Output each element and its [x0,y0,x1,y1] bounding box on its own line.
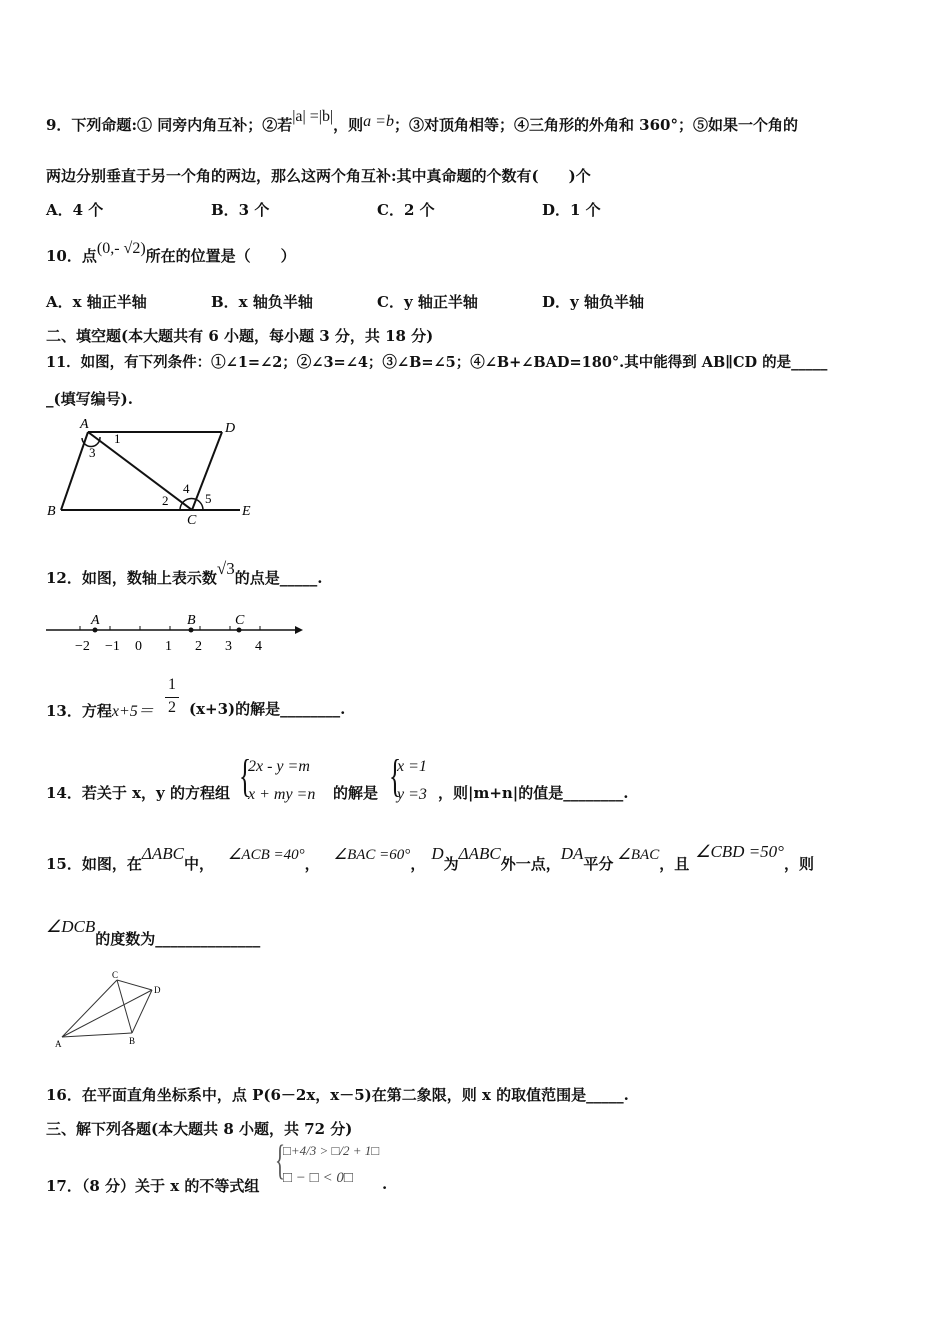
q10-option-a: A．x 轴正半轴 [46,293,147,311]
q15-line2 [46,917,261,949]
q9-abs-expression: |a| =|b| [292,108,334,125]
q11-angle-4: 4 [183,481,190,496]
q12-tick-label: 1 [165,639,172,654]
q13-lhs: x+5＝ [111,703,154,720]
q15-label-b: B [129,1036,136,1046]
q12-tick-label: 2 [195,639,202,654]
q15-line2-text: 的度数为______________ [95,930,261,948]
q9-option-d: D．1 个 [542,201,601,219]
q11-label-b: B [47,504,56,519]
q14-sol1: x =1 [397,758,427,775]
q15-m4: D [431,844,444,863]
q15-t3: ， [304,855,320,873]
q14-mid: 的解是 [333,784,379,802]
q15-m6: DA [560,844,584,863]
q17-prefix: 17．（8 分）关于 x 的不等式组 [46,1177,260,1195]
q15-t7: 平分 [583,855,614,873]
q11-label-d: D [225,421,236,436]
q15-segment-ac [62,980,117,1037]
q13-line [46,698,154,721]
q15-segment-cd [117,980,152,990]
q14-eq1: 2x - y =m [248,758,310,775]
q14-eq2: x + my =n [248,786,316,803]
q11-label-e: E [242,504,251,519]
q14-sol2: y =3 [397,786,427,803]
q15-m3: ∠BAC =60° [333,847,411,863]
q11-line1: 11．如图，有下列条件：①∠1=∠2；②∠3=∠4；③∠B=∠5；④∠B+∠BAD=180°.其中能得到 AB∥CD 的是_____ [46,354,828,371]
q12-number-line [46,607,316,657]
q11-label-c: C [187,513,197,528]
q12-point-a [93,628,98,633]
q12-tick-label: −1 [105,639,120,654]
q15-m8: ∠CBD =50° [695,842,784,861]
q15-t5: 为 [443,855,459,873]
q10-option-d: D．y 轴负半轴 [542,293,644,311]
q12-radical: √3 [216,559,235,578]
q10-line [46,240,296,266]
q10-prefix: 10．点 [46,247,97,265]
q11-angle-2: 2 [162,493,169,508]
q12-point-c [237,628,242,633]
q10-point: (0,- √2) [96,240,146,257]
q9-eq-expression: a =b [363,113,394,130]
q11-angle-5: 5 [205,491,212,506]
q12-tick-label: 0 [135,639,142,654]
q12-suffix: 的点是_____. [234,569,323,587]
q9-option-c: C．2 个 [377,201,435,219]
q15-segment-bd [132,990,152,1033]
q12-tick-label: −2 [75,639,90,654]
q15-quadrilateral-figure [52,970,182,1050]
section2-heading: 二、填空题(本大题共有 6 小题，每小题 3 分，共 18 分) [46,327,434,345]
q15-m1: ΔABC [141,844,184,863]
q15-segment-ab [62,1033,132,1037]
q9-text-2: ；③对顶角相等；④三角形的外角和 360°；⑤如果一个角的 [393,116,798,134]
q11-diagonal-ac [88,432,192,510]
q12-axis-arrow [295,626,303,634]
q15-t6: 外一点， [500,855,561,873]
q13-rhs: (x+3)的解是________. [189,700,346,718]
q15-angle-dcb: ∠DCB [46,917,96,936]
q15-label-c: C [112,970,119,980]
q14-brace-2: { [388,750,402,801]
q15-t8: ，且 [659,855,690,873]
q15-t4: ， [410,855,426,873]
q15-t9: ，则 [783,855,814,873]
q17-brace: { [275,1138,286,1184]
q11-angle-1: 1 [114,431,121,446]
q11-label-a: A [80,417,89,432]
q12-point-label-c: C [235,613,245,628]
q12-point-b [189,628,194,633]
q10-option-b: B．x 轴负半轴 [211,293,313,311]
q13-fraction-bar [165,697,179,698]
q9-line1 [46,108,798,135]
q12-prefix: 12．如图，数轴上表示数 [46,569,217,587]
q12-tick-label: 3 [225,639,232,654]
q12-line [46,559,323,588]
q13-prefix: 13．方程 [46,702,112,720]
q9-text-1: 9．下列命题:① 同旁内角互补；②若 [46,116,293,134]
q10-suffix: 所在的位置是（ ） [145,247,296,265]
q12-tick-label: 4 [255,639,262,654]
q15-t2: 中， [183,855,214,873]
q13-fraction-numerator: 1 [168,676,176,693]
q15-segment-ad [62,990,152,1037]
q9-line2: 两边分别垂直于另一个角的两边，那么这两个角互补:其中真命题的个数有( )个 [46,167,591,185]
q9-option-b: B．3 个 [211,201,270,219]
q15-line1 [46,842,814,874]
section3-heading: 三、解下列各题(本大题共 8 小题，共 72 分) [46,1120,353,1138]
q15-m2: ∠ACB =40° [227,847,305,863]
q14-prefix: 14．若关于 x，y 的方程组 [46,784,230,802]
q11-line2: _(填写编号). [46,390,133,408]
q13-fraction-denominator: 2 [168,699,176,716]
q9-text-then: ，则 [333,116,364,134]
q17-row2: □ − □ < 0□ [283,1170,353,1186]
q15-m5: ΔABC [458,844,501,863]
q15-label-d: D [154,985,161,995]
q9-option-a: A．4 个 [46,201,104,219]
q15-t1: 15．如图，在 [46,855,142,873]
q14-brace-1: { [238,750,252,801]
q12-point-label-b: B [187,613,196,628]
q12-point-label-a: A [91,613,100,628]
q17-row1: □+4/3 > □/2 + 1□ [283,1143,380,1158]
q17-suffix: . [382,1175,388,1193]
q15-label-a: A [55,1039,62,1049]
q15-segment-cb [117,980,132,1033]
q10-option-c: C．y 轴正半轴 [377,293,478,311]
q14-suffix: ，则|m+n|的值是________. [438,784,629,802]
q11-angle-3: 3 [89,445,96,460]
q16-line: 16．在平面直角坐标系中，点 P(6－2x，x－5)在第二象限，则 x 的取值范围是_____. [46,1086,629,1104]
q15-m7: ∠BAC [617,847,660,863]
q11-parallelogram-figure [40,415,260,528]
